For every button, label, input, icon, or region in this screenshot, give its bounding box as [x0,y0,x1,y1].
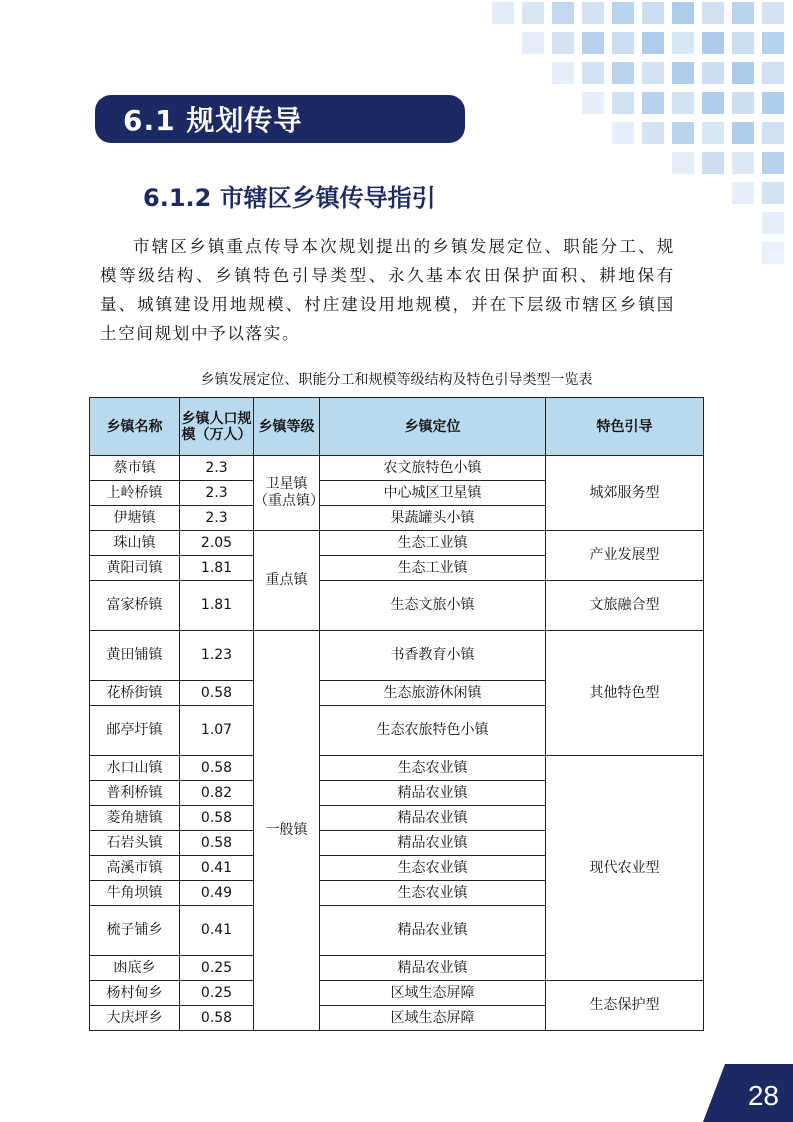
header-grade: 乡镇等级 [254,398,320,456]
town-guidance-table [89,397,704,1031]
town-position: 精品农业镇 [320,806,546,831]
town-population: 0.25 [180,956,254,981]
table-row [90,531,704,556]
town-position: 中心城区卫星镇 [320,481,546,506]
town-population: 1.23 [180,631,254,681]
town-name: 邮亭圩镇 [90,706,180,756]
town-guide: 其他特色型 [546,631,704,756]
town-position: 农文旅特色小镇 [320,456,546,481]
town-guide: 产业发展型 [546,531,704,581]
town-population: 0.82 [180,781,254,806]
town-population: 0.25 [180,981,254,1006]
header-position: 乡镇定位 [320,398,546,456]
town-grade: 一般镇 [254,631,320,1031]
town-position: 书香教育小镇 [320,631,546,681]
intro-paragraph: 市辖区乡镇重点传导本次规划提出的乡镇发展定位、职能分工、规模等级结构、乡镇特色引导类型、永久基本农田保护面积、耕地保有量、城镇建设用地规模、村庄建设用地规模，并在下层级市辖区乡镇国土空间规划中予以落实。 [100,237,675,343]
town-population: 0.41 [180,856,254,881]
town-grade: 卫星镇（重点镇） [254,456,320,531]
header-guide: 特色引导 [546,398,704,456]
town-name: 普利桥镇 [90,781,180,806]
town-position: 生态农业镇 [320,756,546,781]
header-population: 乡镇人口规模（万人） [180,398,254,456]
town-name: 珠山镇 [90,531,180,556]
town-position: 生态农业镇 [320,881,546,906]
town-position: 精品农业镇 [320,831,546,856]
town-position: 精品农业镇 [320,781,546,806]
town-name: 蔡市镇 [90,456,180,481]
town-position: 果蔬罐头小镇 [320,506,546,531]
town-guide: 文旅融合型 [546,581,704,631]
town-position: 区域生态屏障 [320,1006,546,1031]
town-population: 1.81 [180,581,254,631]
town-population: 0.41 [180,906,254,956]
town-population: 0.58 [180,756,254,781]
town-name: 黄阳司镇 [90,556,180,581]
town-population: 0.58 [180,831,254,856]
town-guide: 城郊服务型 [546,456,704,531]
town-guide: 现代农业型 [546,756,704,981]
town-name: 伊塘镇 [90,506,180,531]
table-row [90,981,704,1006]
table-caption: 乡镇发展定位、职能分工和规模等级结构及特色引导类型一览表 [200,372,593,388]
town-position: 精品农业镇 [320,906,546,956]
town-name: 杨村甸乡 [90,981,180,1006]
table-row [90,756,704,781]
town-guide: 生态保护型 [546,981,704,1031]
town-name: 高溪市镇 [90,856,180,881]
header-town-name: 乡镇名称 [90,398,180,456]
table-header-row [90,398,704,456]
town-grade: 重点镇 [254,531,320,631]
town-name: 菱角塘镇 [90,806,180,831]
page-number: 28 [747,1080,779,1111]
town-name: 石岩头镇 [90,831,180,856]
section-title-banner [95,95,465,143]
town-population: 2.3 [180,506,254,531]
subsection-title: 6.1.2 市辖区乡镇传导指引 [143,184,436,212]
town-population: 2.3 [180,456,254,481]
town-name: 牛角坝镇 [90,881,180,906]
town-population: 2.3 [180,481,254,506]
town-position: 生态农业镇 [320,856,546,881]
town-position: 生态农旅特色小镇 [320,706,546,756]
town-position: 生态工业镇 [320,531,546,556]
town-population: 0.58 [180,806,254,831]
table-row [90,631,704,681]
town-position: 精品农业镇 [320,956,546,981]
town-population: 1.81 [180,556,254,581]
town-name: 水口山镇 [90,756,180,781]
section-title: 6.1 规划传导 [123,104,303,137]
town-name: 富家桥镇 [90,581,180,631]
town-position: 区域生态屏障 [320,981,546,1006]
town-position: 生态文旅小镇 [320,581,546,631]
town-population: 0.49 [180,881,254,906]
town-name: 花桥街镇 [90,681,180,706]
town-name: 大庆坪乡 [90,1006,180,1031]
town-population: 2.05 [180,531,254,556]
town-population: 1.07 [180,706,254,756]
table-row [90,581,704,631]
town-name: 上岭桥镇 [90,481,180,506]
town-name: 梳子铺乡 [90,906,180,956]
table-row [90,456,704,481]
town-population: 0.58 [180,1006,254,1031]
town-position: 生态工业镇 [320,556,546,581]
town-name: 凼底乡 [90,956,180,981]
town-population: 0.58 [180,681,254,706]
town-name: 黄田铺镇 [90,631,180,681]
town-position: 生态旅游休闲镇 [320,681,546,706]
